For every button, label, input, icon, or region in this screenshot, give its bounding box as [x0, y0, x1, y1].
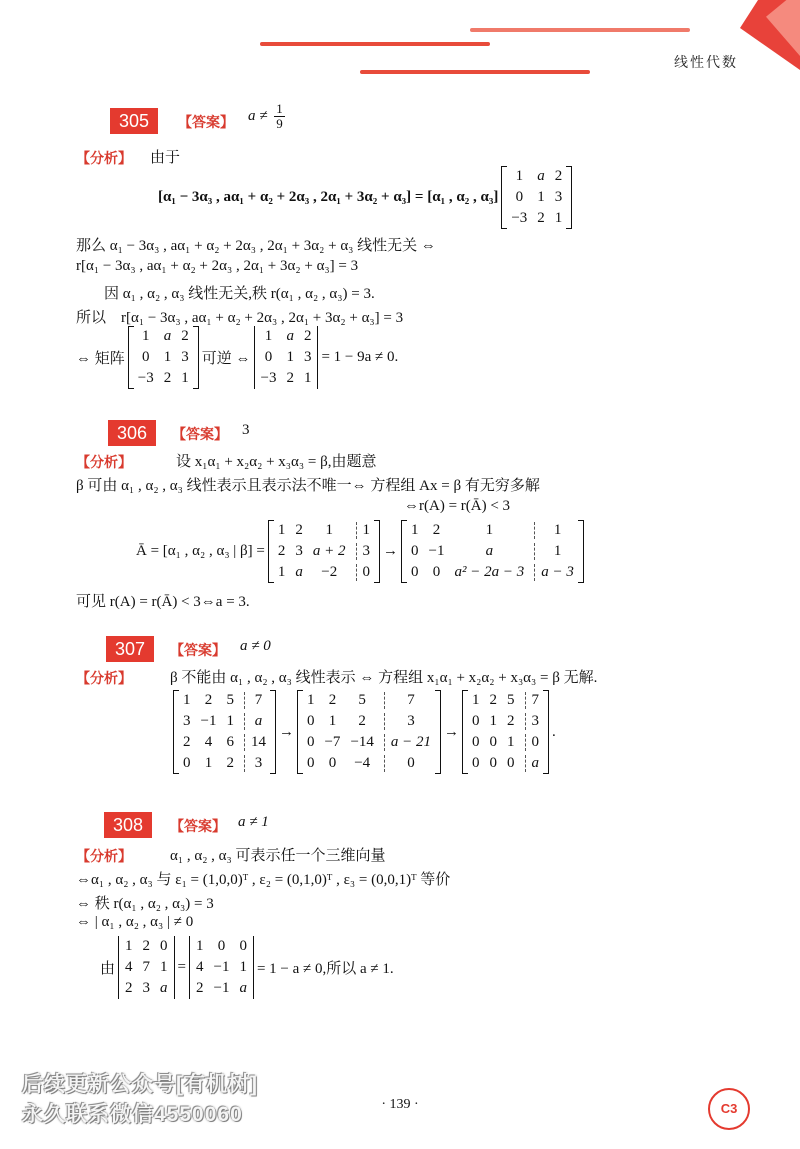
matrix-cell: 0: [432, 564, 441, 580]
conclusion: 可见 r(A) = r(Ā) < 3⇔a = 3.: [76, 594, 250, 610]
matrix-cell: 1: [303, 370, 312, 386]
matrix-cell: a: [244, 713, 266, 730]
matrix-cell: a: [537, 168, 545, 184]
matrix-cell: 3: [183, 713, 191, 729]
determinant: [254, 326, 319, 389]
matrix-cell: −4: [354, 755, 371, 771]
answer-value: a ≠ $\frac{1}{9}$: [248, 101, 283, 131]
analysis-line: 所以 r[α₁ − 3α₃ , aα₁ + α₂ + 2α₃ , 2α₁ + 3α₂ + α₃] = 3: [76, 310, 404, 326]
matrix-cell: 4: [125, 959, 133, 975]
matrix-cell: 7: [525, 692, 540, 709]
matrix-cell: 2: [489, 692, 498, 708]
matrix-cell: 1: [277, 564, 286, 580]
matrix-cell: 1: [325, 522, 333, 538]
matrix-cell: 0: [384, 755, 431, 772]
analysis-line: ⇔α₁ , α₂ , α₃ 与 ε₁ = (1,0,0)ᵀ , ε₂ = (0,1,0)ᵀ , ε₃ = (0,0,1)ᵀ 等价: [76, 872, 451, 888]
matrix-cell: 0: [306, 734, 315, 750]
matrix-cell: a: [286, 328, 294, 344]
matrix-cell: 2: [195, 980, 204, 996]
matrix-cell: 1: [537, 189, 545, 205]
matrix-cell: 2: [328, 692, 337, 708]
analysis-line: α₁ , α₂ , α₃ 可表示任一个三维向量: [170, 848, 386, 864]
matrix-cell: 0: [411, 543, 419, 559]
matrix-cell: −1: [213, 959, 230, 975]
matrix-cell: 2: [181, 328, 189, 344]
matrix-cell: 7: [384, 692, 431, 709]
analysis-line: r[α₁ − 3α₃ , aα₁ + α₂ + 2α₃ , 2α₁ + 3α₂ + α₃] = 3: [76, 258, 359, 274]
answer-tag: 【答案】: [172, 427, 228, 443]
header-stripe: [260, 42, 490, 46]
matrix-cell: a + 2: [312, 543, 346, 559]
matrix-cell: 2: [183, 734, 191, 750]
matrix-cell: 2: [163, 370, 172, 386]
answer-value: a ≠ 0: [240, 638, 271, 654]
problem-number: 306: [108, 420, 156, 446]
equation-2: ⇔ 矩阵 1 a 2 0 1 3 −3 2 1 可逆 ⇔ 1 a 2 0 1 3 −3 2 1 = 1 − 9a ≠ 0.: [76, 326, 398, 389]
matrix-cell: 2: [125, 980, 133, 996]
matrix-cell: 0: [356, 564, 371, 581]
matrix-cell: 0: [472, 713, 480, 729]
matrix-cell: −3: [511, 210, 528, 226]
matrix-cell: 7: [244, 692, 266, 709]
matrix-cell: 3: [295, 543, 303, 559]
matrix-cell: −3: [260, 370, 277, 386]
problem-number: 305: [110, 108, 158, 134]
row-reduction: 1 2 5 7 3 −1 1 a 2 4 6 14 0 1 2 3 → 1 2 5 7 0 1 2 3 0 −7 −14 a − 21 0 0 −4 0 → 1 2 5 7 0 1 2 3 0 0 1 0 0 0 0 a .: [170, 690, 556, 779]
matrix-cell: 1: [554, 210, 563, 226]
matrix-cell: 7: [142, 959, 151, 975]
matrix: [268, 520, 380, 583]
matrix-cell: 5: [507, 692, 515, 708]
analysis-line: ⇔ | α₁ , α₂ , α₃ | ≠ 0: [76, 914, 194, 930]
matrix-cell: a: [239, 980, 247, 996]
matrix: [501, 166, 572, 229]
analysis-text: 由于: [150, 148, 181, 166]
determinant: [189, 936, 254, 999]
matrix: [462, 690, 549, 774]
matrix-cell: 2: [277, 543, 286, 559]
matrix-cell: 2: [226, 755, 234, 771]
matrix-cell: −3: [137, 370, 154, 386]
page-number: · 139 ·: [381, 1097, 419, 1112]
matrix-cell: a: [163, 328, 172, 344]
matrix-cell: a: [485, 543, 494, 559]
matrix-cell: 1: [356, 522, 371, 539]
matrix-cell: 5: [358, 692, 366, 708]
matrix-cell: 1: [534, 522, 574, 539]
watermark: 后续更新公众号[有机树]: [22, 1073, 258, 1096]
matrix-cell: 2: [432, 522, 441, 538]
matrix-cell: 0: [525, 734, 540, 751]
matrix-cell: 1: [507, 734, 515, 750]
matrix-cell: a: [160, 980, 168, 996]
analysis-tag: 【分析】: [76, 671, 132, 687]
matrix-cell: 0: [264, 349, 273, 365]
matrix-cell: 5: [226, 692, 234, 708]
answer-tag: 【答案】: [170, 819, 226, 835]
matrix-cell: 2: [303, 328, 312, 344]
matrix-cell: 1: [204, 755, 213, 771]
header-stripe: [470, 28, 690, 32]
matrix-cell: 2: [507, 713, 515, 729]
matrix-cell: 0: [411, 564, 419, 580]
matrix-cell: 0: [472, 755, 480, 771]
augmented-matrix-eq: Ā = [α₁ , α₂ , α₃ | β] = 1 2 1 1 2 3 a + 2 3 1 a −2 0 → 1 2 1 1 0 −1 a 1 0 0 a² − 2a − 3 a − 3: [136, 520, 587, 583]
matrix-cell: 1: [125, 938, 133, 954]
matrix-cell: 0: [489, 734, 498, 750]
matrix-cell: 0: [472, 734, 480, 750]
matrix-cell: 3: [554, 189, 563, 205]
matrix-cell: 6: [226, 734, 234, 750]
matrix: [128, 326, 199, 389]
determinant-eq: 由 1 2 0 4 7 1 2 3 a = 1 0 0 4 −1 1 2 −1 a = 1 − a ≠ 0,所以 a ≠ 1.: [100, 936, 394, 999]
matrix-cell: 3: [142, 980, 151, 996]
matrix-cell: a − 21: [384, 734, 431, 751]
matrix-cell: −2: [321, 564, 338, 580]
matrix-cell: 2: [286, 370, 294, 386]
matrix-cell: 1: [472, 692, 480, 708]
matrix-cell: 0: [183, 755, 191, 771]
matrix-cell: 1: [515, 168, 524, 184]
matrix-cell: a: [525, 755, 540, 772]
problem-number: 308: [104, 812, 152, 838]
answer-tag: 【答案】: [170, 643, 226, 659]
matrix-cell: −1: [200, 713, 217, 729]
matrix-cell: 2: [295, 522, 303, 538]
answer-value: a ≠ 1: [238, 814, 269, 830]
matrix-cell: 0: [328, 755, 337, 771]
matrix-cell: 1: [277, 522, 286, 538]
matrix-cell: 0: [515, 189, 524, 205]
matrix-cell: 0: [507, 755, 515, 771]
analysis-line: 设 x₁α₁ + x₂α₂ + x₃α₃ = β,由题意: [176, 454, 377, 470]
fraction: $\frac{1}{9}$: [276, 101, 283, 131]
matrix-cell: 2: [554, 168, 563, 184]
problem-number: 307: [106, 636, 154, 662]
analysis-line: 那么 α₁ − 3α₃ , aα₁ + α₂ + 2α₃ , 2α₁ + 3α₂ + α₃ 线性无关 ⇔: [76, 238, 436, 254]
analysis-line: ⇔r(A) = r(Ā) < 3: [404, 498, 511, 514]
matrix-cell: 0: [217, 938, 226, 954]
matrix-cell: 14: [244, 734, 266, 751]
answer-value: 3: [242, 422, 250, 438]
matrix-cell: 1: [160, 959, 168, 975]
matrix-cell: 0: [489, 755, 498, 771]
matrix-cell: 3: [384, 713, 431, 730]
analysis-tag: 【分析】: [76, 151, 132, 167]
matrix-cell: 0: [239, 938, 247, 954]
matrix-cell: 0: [306, 713, 315, 729]
analysis-line: 因 α₁ , α₂ , α₃ 线性无关,秩 r(α₁ , α₂ , α₃) = 3.: [104, 286, 375, 302]
matrix-cell: 1: [163, 349, 172, 365]
matrix-cell: 3: [303, 349, 312, 365]
publisher-logo: C3: [708, 1088, 750, 1130]
analysis-tag: 【分析】: [76, 455, 132, 471]
matrix-cell: 2: [537, 210, 545, 226]
header-stripe: [360, 70, 590, 74]
analysis-line: β 不能由 α₁ , α₂ , α₃ 线性表示 ⇔ 方程组 x₁α₁ + x₂α₂ + x₃α₃ = β 无解.: [170, 670, 598, 686]
matrix-cell: 3: [525, 713, 540, 730]
matrix-cell: 1: [286, 349, 294, 365]
matrix-cell: 1: [195, 938, 204, 954]
matrix-cell: 3: [356, 543, 371, 560]
analysis-tag: 【分析】: [76, 849, 132, 865]
analysis-line: ⇔ 秩 r(α₁ , α₂ , α₃) = 3: [76, 896, 214, 912]
matrix-cell: 1: [181, 370, 189, 386]
matrix-cell: 1: [239, 959, 247, 975]
matrix-cell: 1: [264, 328, 273, 344]
matrix-cell: 0: [142, 349, 150, 365]
matrix-cell: 3: [181, 349, 189, 365]
matrix-cell: 3: [244, 755, 266, 772]
matrix-cell: 1: [489, 713, 498, 729]
matrix-cell: 4: [204, 734, 213, 750]
matrix-cell: 2: [358, 713, 366, 729]
matrix-cell: 1: [534, 543, 574, 560]
matrix-cell: −7: [324, 734, 341, 750]
matrix-cell: −14: [350, 734, 374, 750]
determinant: [118, 936, 175, 999]
matrix-cell: 2: [142, 938, 151, 954]
running-title: 线性代数: [674, 55, 738, 71]
matrix: [173, 690, 276, 774]
matrix: [401, 520, 584, 583]
matrix-cell: 1: [328, 713, 337, 729]
matrix-cell: 1: [306, 692, 315, 708]
matrix: [297, 690, 441, 774]
matrix-cell: 1: [183, 692, 191, 708]
watermark: 永久联系微信4550060: [22, 1103, 243, 1126]
matrix-cell: a² − 2a − 3: [454, 564, 525, 580]
matrix-cell: 0: [306, 755, 315, 771]
matrix-cell: 0: [160, 938, 168, 954]
equation-1: [α₁ − 3α₃ , aα₁ + α₂ + 2α₃ , 2α₁ + 3α₂ + α₃] = [α₁ , α₂ , α₃] 1 a 2 0 1 3 −3 2 1: [158, 166, 575, 229]
matrix-cell: 1: [142, 328, 150, 344]
matrix-cell: 1: [485, 522, 494, 538]
matrix-cell: 1: [226, 713, 234, 729]
matrix-cell: −1: [428, 543, 445, 559]
matrix-cell: 4: [195, 959, 204, 975]
answer-tag: 【答案】: [178, 115, 234, 131]
matrix-cell: 2: [204, 692, 213, 708]
matrix-cell: 1: [411, 522, 419, 538]
analysis-line: β 可由 α₁ , α₂ , α₃ 线性表示且表示法不唯一⇔ 方程组 Ax = β 有无穷多解: [76, 478, 540, 494]
matrix-cell: a: [295, 564, 303, 580]
matrix-cell: −1: [213, 980, 230, 996]
matrix-cell: a − 3: [534, 564, 574, 581]
